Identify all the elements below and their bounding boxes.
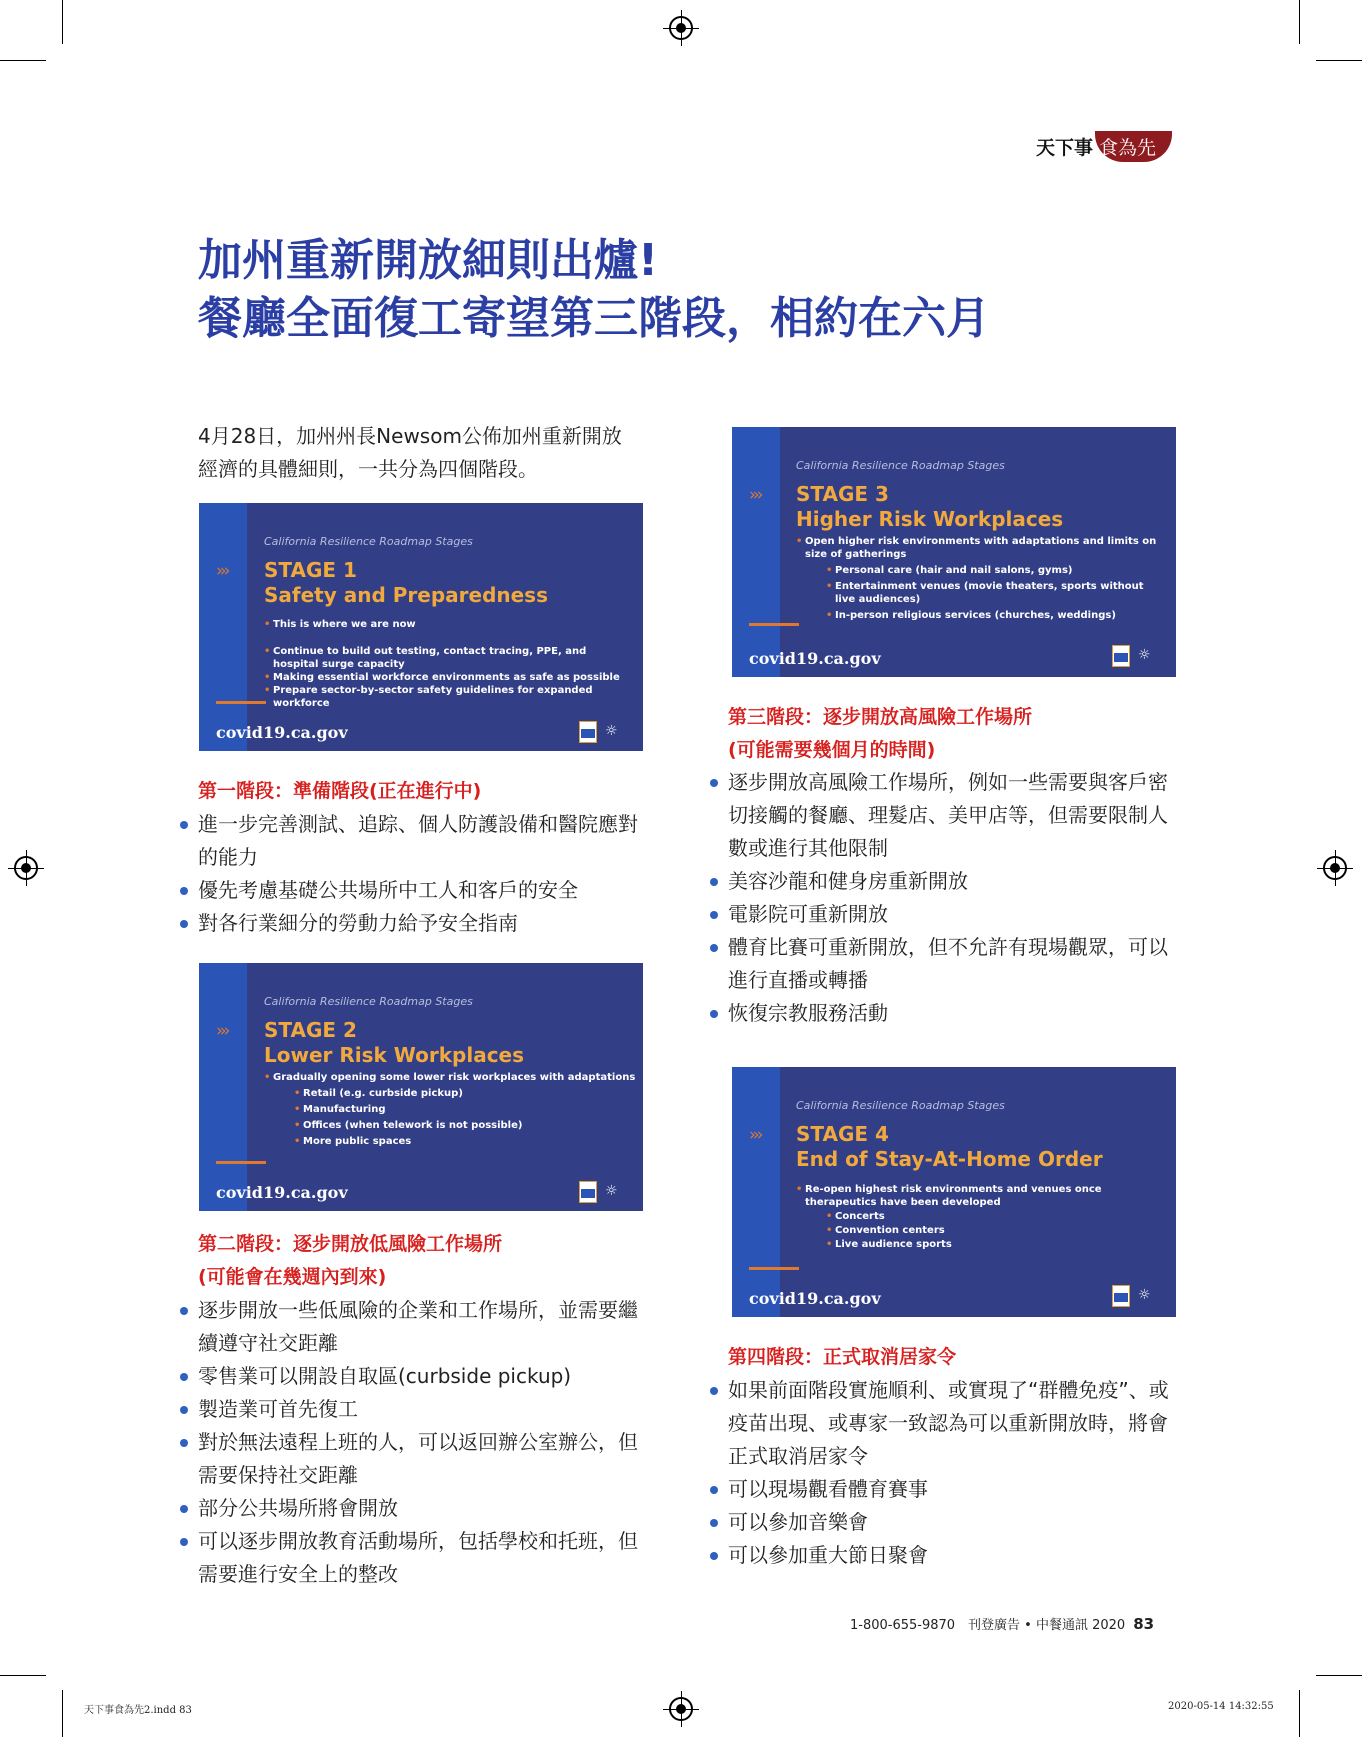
- slug-date: 2020-05-14 14:32:55: [1168, 1701, 1274, 1712]
- section-tag-bold: 天下事: [1036, 136, 1094, 159]
- heading-line: 第三階段：逐步開放高風險工作場所: [728, 706, 1033, 728]
- slide-stage: [264, 1018, 524, 1068]
- stage-name: Lower Risk Workplaces: [264, 1043, 525, 1067]
- list-item: 逐步開放一些低風險的企業和工作場所，並需要繼續遵守社交距離: [180, 1294, 650, 1360]
- slide-point: • Prepare sector-by-sector safety guidelines for expanded workforce: [264, 684, 624, 710]
- list-item: 可以參加音樂會: [710, 1506, 1185, 1539]
- slide-point: • Continue to build out testing, contact tracing, PPE, and hospital surge capacity: [264, 645, 624, 671]
- crop-mark: [1316, 60, 1362, 61]
- slide-side-bar: [199, 503, 247, 751]
- sun-logo-icon: ☼: [1138, 1287, 1151, 1303]
- crop-mark: [1299, 1690, 1300, 1737]
- stage2-slide: [199, 963, 643, 1211]
- list-item: 進一步完善測試、追踪、個人防護設備和醫院應對的能力: [180, 808, 650, 874]
- list-item: 對各行業細分的勞動力給予安全指南: [180, 907, 650, 940]
- slide-point: • Manufacturing: [294, 1103, 639, 1116]
- slide-points: [264, 618, 624, 710]
- chevrons-icon: ›››: [749, 1125, 761, 1145]
- footer-text: 1-800-655-9870 刊登廣告 • 中餐通訊 2020: [850, 1618, 1126, 1633]
- heading-line: 第二階段：逐步開放低風險工作場所: [198, 1233, 503, 1255]
- slide-points: [264, 1071, 639, 1148]
- crop-mark: [0, 1675, 46, 1676]
- slide-stage: [264, 558, 548, 608]
- stage3-heading: [728, 701, 1032, 767]
- list-item: 逐步開放高風險工作場所，例如一些需要與客戶密切接觸的餐廳、理髮店、美甲店等，但需要限制人數或進行其他限制: [710, 766, 1185, 865]
- slide-point: • Concerts: [826, 1210, 1136, 1223]
- heading-line: (可能會在幾週內到來): [198, 1266, 387, 1288]
- list-item: 優先考慮基礎公共場所中工人和客戶的安全: [180, 874, 650, 907]
- list-item: 可以現場觀看體育賽事: [710, 1473, 1185, 1506]
- intro-paragraph: [198, 420, 658, 486]
- list-item: 零售業可以開設自取區(curbside pickup): [180, 1360, 650, 1393]
- slide-point: • Convention centers: [826, 1224, 1136, 1237]
- list-item: 恢復宗教服務活動: [710, 997, 1185, 1030]
- stage-name: Higher Risk Workplaces: [796, 507, 1064, 531]
- slide-points: [796, 535, 1161, 622]
- heading-line: (可能需要幾個月的時間): [728, 739, 936, 761]
- crop-mark: [62, 1690, 63, 1737]
- chevrons-icon: ›››: [749, 485, 761, 505]
- slide-side-bar: [732, 1067, 780, 1317]
- title-line: 加州重新開放細則出爐!: [198, 235, 659, 286]
- registration-mark-icon: [14, 856, 38, 880]
- slide-point: • Personal care (hair and nail salons, gyms): [826, 564, 1161, 577]
- stage3-list: [710, 766, 1185, 1030]
- crop-mark: [1299, 0, 1300, 44]
- stage-number: STAGE 1: [264, 558, 357, 582]
- heading-line: 第一階段：準備階段(正在進行中): [198, 780, 482, 802]
- page-footer: [850, 1614, 1154, 1633]
- chevrons-icon: ›››: [216, 1021, 228, 1041]
- stage-number: STAGE 4: [796, 1122, 889, 1146]
- registration-mark-icon: [669, 16, 693, 40]
- stage4-heading: [728, 1341, 956, 1374]
- slide-point: • Retail (e.g. curbside pickup): [294, 1087, 639, 1100]
- chevrons-icon: ›››: [216, 561, 228, 581]
- sun-logo-icon: ☼: [1138, 647, 1151, 663]
- page-number: 83: [1133, 1615, 1155, 1633]
- crop-mark: [62, 0, 63, 44]
- slide-side-bar: [199, 963, 247, 1211]
- slide-caption: California Resilience Roadmap Stages: [264, 535, 473, 548]
- intro-line: 經濟的具體細則，一共分為四個階段。: [198, 457, 538, 481]
- slide-point: • This is where we are now: [264, 618, 624, 631]
- sun-logo-icon: ☼: [605, 1183, 618, 1199]
- registration-mark-icon: [669, 1697, 693, 1721]
- slide-stage: [796, 1122, 1103, 1172]
- list-item: 如果前面階段實施順利、或實現了“群體免疫”、或疫苗出現、或專家一致認為可以重新開放時，將會正式取消居家令: [710, 1374, 1185, 1473]
- slide-site: covid19.ca.gov: [216, 723, 348, 742]
- slide-point: • In-person religious services (churches, weddings): [826, 609, 1161, 622]
- stage4-list: [710, 1374, 1185, 1572]
- slide-accent-line: [749, 623, 799, 626]
- slide-point: • Re-open highest risk environments and venues once therapeutics have been developed: [796, 1183, 1136, 1209]
- stage-name: End of Stay-At-Home Order: [796, 1147, 1103, 1171]
- slug-file: 天下事食為先2.indd 83: [84, 1705, 192, 1716]
- crop-mark: [1316, 1675, 1362, 1676]
- list-item: 製造業可首先復工: [180, 1393, 650, 1426]
- title-line: 餐廳全面復工寄望第三階段，相約在六月: [198, 293, 990, 344]
- stage1-heading: [198, 775, 481, 808]
- slide-accent-line: [216, 1161, 266, 1164]
- intro-line: 4月28日，加州州長Newsom公佈加州重新開放: [198, 424, 622, 448]
- stage1-list: [180, 808, 650, 940]
- registration-mark-icon: [1323, 856, 1347, 880]
- slide-accent-line: [216, 701, 266, 704]
- slide-point: • Entertainment venues (movie theaters, sports without live audiences): [826, 580, 1161, 606]
- stage-number: STAGE 2: [264, 1018, 357, 1042]
- stage-number: STAGE 3: [796, 482, 889, 506]
- page-title: [198, 232, 1198, 348]
- stage2-heading: [198, 1228, 502, 1294]
- list-item: 體育比賽可重新開放，但不允許有現場觀眾，可以進行直播或轉播: [710, 931, 1185, 997]
- list-item: 電影院可重新開放: [710, 898, 1185, 931]
- stage3-slide: [732, 427, 1176, 677]
- slide-logo: [1112, 645, 1130, 667]
- slide-site: covid19.ca.gov: [749, 649, 881, 668]
- list-item: 美容沙龍和健身房重新開放: [710, 865, 1185, 898]
- slide-logo: [1112, 1285, 1130, 1307]
- slide-accent-line: [749, 1267, 799, 1270]
- slide-point: • More public spaces: [294, 1135, 639, 1148]
- stage-name: Safety and Preparedness: [264, 583, 548, 607]
- slide-site: covid19.ca.gov: [749, 1289, 881, 1308]
- slide-point: • Gradually opening some lower risk workplaces with adaptations: [264, 1071, 639, 1084]
- slide-logo: [579, 721, 597, 743]
- slide-site: covid19.ca.gov: [216, 1183, 348, 1202]
- section-tag: [1036, 131, 1172, 161]
- slide-logo: [579, 1181, 597, 1203]
- list-item: 可以參加重大節日聚會: [710, 1539, 1185, 1572]
- heading-line: 第四階段：正式取消居家令: [728, 1346, 957, 1368]
- slide-point: • Live audience sports: [826, 1238, 1136, 1251]
- slide-point: • Open higher risk environments with adaptations and limits on size of gatherings: [796, 535, 1161, 561]
- slide-caption: California Resilience Roadmap Stages: [264, 995, 473, 1008]
- slide-side-bar: [732, 427, 780, 677]
- slide-point: • Making essential workforce environments as safe as possible: [264, 671, 624, 684]
- stage4-slide: [732, 1067, 1176, 1317]
- sun-logo-icon: ☼: [605, 723, 618, 739]
- list-item: 部分公共場所將會開放: [180, 1492, 650, 1525]
- slide-stage: [796, 482, 1063, 532]
- stage2-list: [180, 1294, 650, 1591]
- slide-caption: California Resilience Roadmap Stages: [796, 1099, 1005, 1112]
- list-item: 可以逐步開放教育活動場所，包括學校和托班，但需要進行安全上的整改: [180, 1525, 650, 1591]
- section-tag-box: 食為先: [1095, 131, 1172, 162]
- list-item: 對於無法遠程上班的人，可以返回辦公室辦公，但需要保持社交距離: [180, 1426, 650, 1492]
- slide-point: • Offices (when telework is not possible): [294, 1119, 639, 1132]
- stage1-slide: [199, 503, 643, 751]
- slide-caption: California Resilience Roadmap Stages: [796, 459, 1005, 472]
- crop-mark: [0, 60, 46, 61]
- slide-points: [796, 1183, 1136, 1251]
